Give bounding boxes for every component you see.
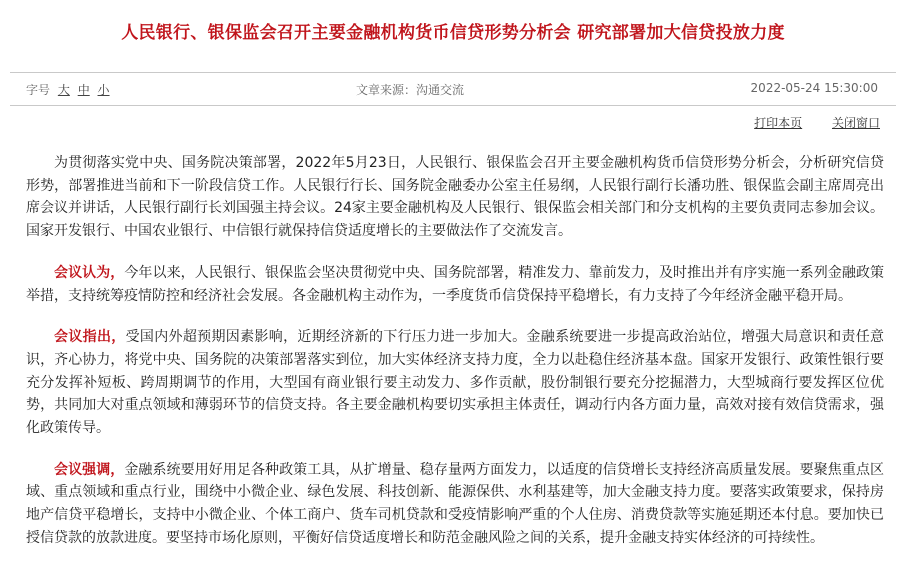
print-page-link[interactable]: 打印本页 xyxy=(754,116,803,130)
page-tools xyxy=(728,114,880,131)
article-meta-bar xyxy=(10,72,896,106)
paragraph xyxy=(26,326,884,440)
paragraph xyxy=(26,152,884,243)
paragraph-text: 受国内外超预期因素影响，近期经济新的下行压力进一步加大。金融系统要进一步提高政治站位，增强大局意识和责任意识，齐心协力，将党中央、国务院的决策部署落实到位，加大实体经济支持力度，全力以赴稳住经济基本盘。国家开发银行、政策性银行要充分发挥补短板、跨周期调节的作用，大型国有商业银行要主动发力、多作贡献，股份制银行要充分挖掘潜力，大型城商行要发挥区位优势，共同加大对重点领域和薄弱环节的信贷支持。各主要金融机构要切实承担主体责任，调动行内各方面力量，高效对接有效信贷需求，强化政策传导。 xyxy=(26,329,885,437)
font-size-large-link[interactable]: 大 xyxy=(57,83,70,97)
paragraph-text: 今年以来，人民银行、银保监会坚决贯彻党中央、国务院部署，精准发力、靠前发力，及时推出并有序实施一系列金融政策举措，支持统筹疫情防控和经济社会发展。各金融机构主动作为，一季度货币信贷保持平稳增长，有力支持了今年经济金融平稳开局。 xyxy=(26,264,885,304)
font-size-small-link[interactable]: 小 xyxy=(97,83,110,97)
article-body xyxy=(26,152,884,569)
publish-datetime: 2022-05-24 15:30:00 xyxy=(750,81,878,95)
article-title: 人民银行、银保监会召开主要金融机构货币信贷形势分析会 研究部署加大信贷投放力度 xyxy=(121,23,785,43)
paragraph xyxy=(26,262,884,307)
paragraph-text: 为贯彻落实党中央、国务院决策部署，2022年5月23日，人民银行、银保监会召开主要金融机构货币信贷形势分析会，分析研究信贷形势，部署推进当前和下一阶段信贷工作。人民银行行长、国务院金融委办公室主任易纲，人民银行副行长潘功胜、银保监会副主席周亮出席会议并讲话，人民银行副行长刘国强主持会议。24家主要金融机构及人民银行、银保监会相关部门和分支机构的主要负责同志参加会议。国家开发银行、中国农业银行、中信银行就保持信贷适度增长的主要做法作了交流发言。 xyxy=(26,155,884,240)
close-window-link[interactable]: 关闭窗口 xyxy=(831,116,880,130)
paragraph-lead: 会议强调， xyxy=(54,461,125,478)
paragraph-lead: 会议认为， xyxy=(54,264,125,281)
font-size-medium-link[interactable]: 中 xyxy=(77,83,90,97)
paragraph xyxy=(26,459,884,550)
font-size-label: 字号 xyxy=(26,83,51,97)
font-size-switcher xyxy=(26,81,110,98)
paragraph-lead: 会议指出， xyxy=(54,329,126,346)
paragraph-text: 金融系统要用好用足各种政策工具，从扩增量、稳存量两方面发力，以适度的信贷增长支持经济高质量发展。要聚焦重点区域、重点领域和重点行业，围绕中小微企业、绿色发展、科技创新、能源保供、水利基建等，加大金融支持力度。要落实政策要求，保持房地产信贷平稳增长，支持中小微企业、个体工商户、货车司机贷款和受疫情影响严重的个人住房、消费贷款等实施延期还本付息。要加快已授信贷款的放款进度。要坚持市场化原则，平衡好信贷适度增长和防范金融风险之间的关系，提升金融支持实体经济的可持续性。 xyxy=(26,461,885,546)
article-source: 文章来源：沟通交流 xyxy=(356,83,465,97)
